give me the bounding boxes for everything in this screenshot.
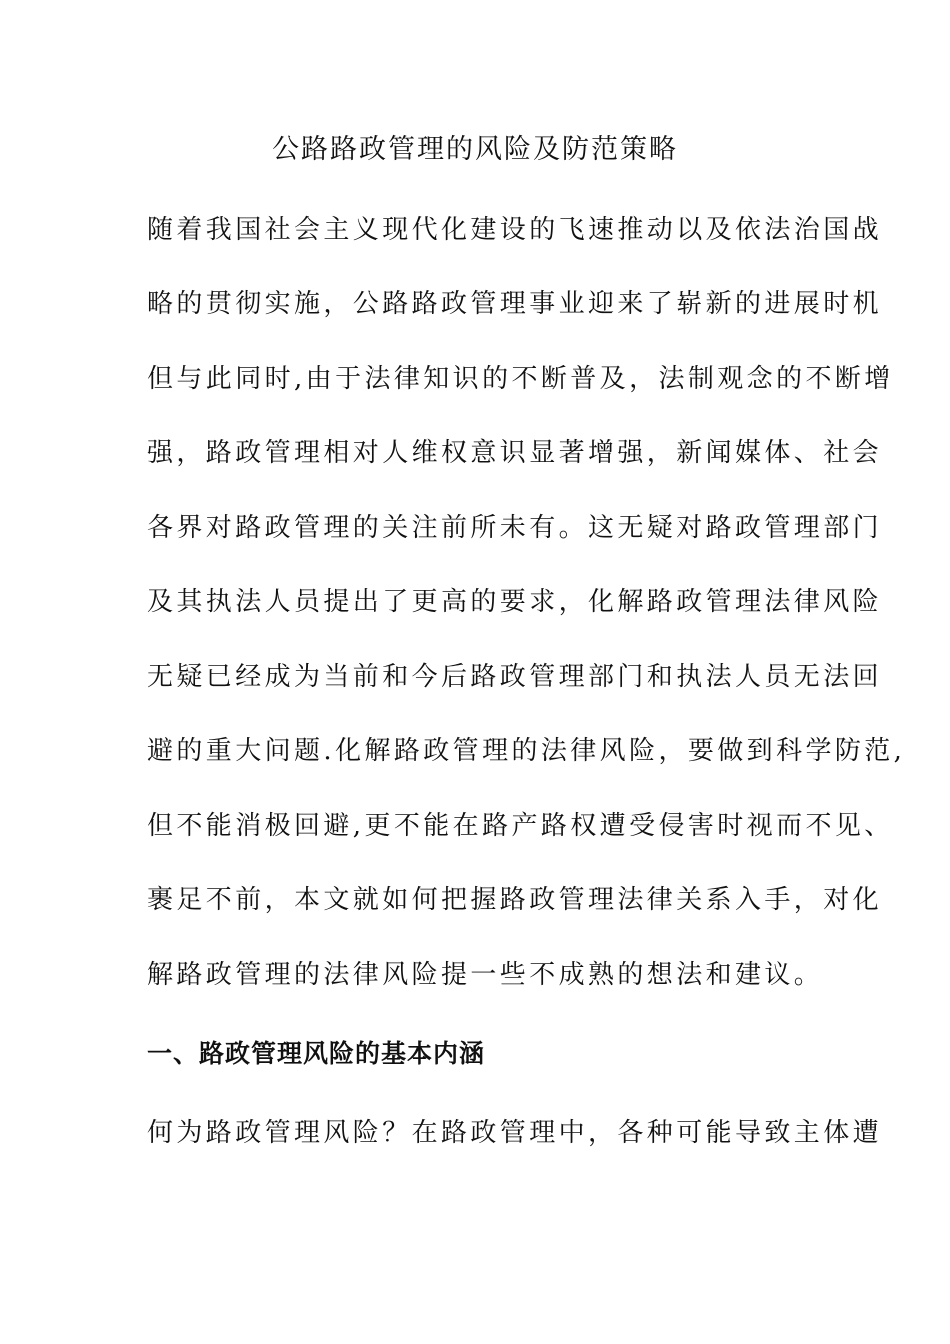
paragraph-line: 略的贯彻实施，公路路政管理事业迎来了崭新的进展时机 xyxy=(147,289,883,319)
paragraph-line: 及其执法人员提出了更高的要求，化解路政管理法律风险 xyxy=(147,587,883,617)
paragraph-line: 但与此同时,由于法律知识的不断普及，法制观念的不断增 xyxy=(147,364,894,394)
section-heading: 一、路政管理风险的基本内涵 xyxy=(147,1039,486,1068)
paragraph-line: 随着我国社会主义现代化建设的飞速推动以及依法治国战 xyxy=(147,215,883,245)
document-title: 公路路政管理的风险及防范策略 xyxy=(272,134,678,165)
paragraph-line: 避的重大问题.化解路政管理的法律风险，要做到科学防范, xyxy=(147,736,906,766)
paragraph-line: 何为路政管理风险？在路政管理中，各种可能导致主体遭 xyxy=(147,1118,883,1148)
paragraph-line: 裹足不前，本文就如何把握路政管理法律关系入手，对化 xyxy=(147,885,883,915)
paragraph-line: 解路政管理的法律风险提一些不成熟的想法和建议。 xyxy=(147,960,824,990)
paragraph-line: 强，路政管理相对人维权意识显著增强，新闻媒体、社会 xyxy=(147,438,883,468)
paragraph-line: 但不能消极回避,更不能在路产路权遭受侵害时视而不见、 xyxy=(147,811,894,841)
paragraph-line: 各界对路政管理的关注前所未有。这无疑对路政管理部门 xyxy=(147,513,883,543)
paragraph-line: 无疑已经成为当前和今后路政管理部门和执法人员无法回 xyxy=(147,662,883,692)
